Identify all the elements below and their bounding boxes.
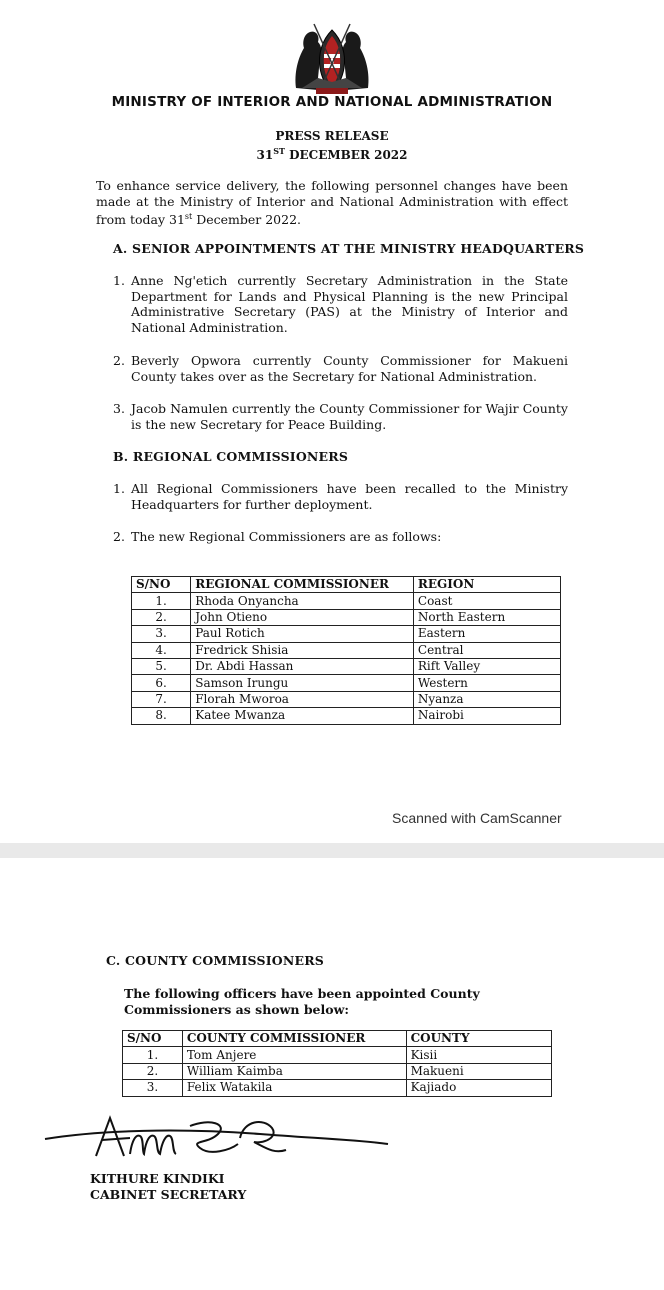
table-cell: Dr. Abdi Hassan bbox=[191, 658, 414, 674]
table-cell: Samson Irungu bbox=[191, 675, 414, 691]
table-cell: 8. bbox=[132, 708, 191, 724]
list-item: 1. All Regional Commissioners have been recalled to the Ministry Headquarters for further deployment. bbox=[113, 481, 568, 512]
table-cell: John Otieno bbox=[191, 609, 414, 625]
table-cell: Central bbox=[413, 642, 560, 658]
section-a-heading: A. SENIOR APPOINTMENTS AT THE MINISTRY HEADQUARTERS bbox=[113, 241, 585, 256]
regional-commissioners-table bbox=[131, 576, 561, 725]
table-cell: 6. bbox=[132, 675, 191, 691]
section-c-heading: C. COUNTY COMMISSIONERS bbox=[106, 953, 325, 968]
table-header-row bbox=[123, 1031, 552, 1047]
table-cell: William Kaimba bbox=[182, 1063, 406, 1079]
table-cell: Nairobi bbox=[413, 708, 560, 724]
table-row bbox=[132, 609, 561, 625]
table-row bbox=[132, 626, 561, 642]
ministry-title: MINISTRY OF INTERIOR AND NATIONAL ADMINISTRATION bbox=[111, 94, 553, 110]
table-cell: Rift Valley bbox=[413, 658, 560, 674]
table-cell: 7. bbox=[132, 691, 191, 707]
table-cell: Makueni bbox=[406, 1063, 551, 1079]
column-header: S/NO bbox=[132, 577, 191, 593]
table-row bbox=[132, 642, 561, 658]
table-row bbox=[132, 675, 561, 691]
press-release-header bbox=[0, 129, 664, 163]
table-header-row bbox=[132, 577, 561, 593]
table-row bbox=[123, 1063, 552, 1079]
table-cell: 4. bbox=[132, 642, 191, 658]
table-cell: 5. bbox=[132, 658, 191, 674]
table-cell: Rhoda Onyancha bbox=[191, 593, 414, 609]
table-cell: 3. bbox=[132, 626, 191, 642]
county-commissioners-table bbox=[122, 1030, 552, 1097]
table-row bbox=[132, 708, 561, 724]
section-c-intro: The following officers have been appointed County Commissioners as shown below: bbox=[124, 986, 480, 1017]
table-cell: Florah Mworoa bbox=[191, 691, 414, 707]
column-header: REGION bbox=[413, 577, 560, 593]
column-header: S/NO bbox=[123, 1031, 183, 1047]
list-item: 2. The new Regional Commissioners are as follows: bbox=[113, 529, 442, 544]
release-date: 31ST DECEMBER 2022 bbox=[256, 146, 408, 162]
table-cell: Tom Anjere bbox=[182, 1047, 406, 1063]
table-row bbox=[132, 593, 561, 609]
table-cell: Paul Rotich bbox=[191, 626, 414, 642]
column-header: COUNTY COMMISSIONER bbox=[182, 1031, 406, 1047]
table-cell: 3. bbox=[123, 1080, 183, 1096]
signatory-title: CABINET SECRETARY bbox=[90, 1187, 247, 1202]
table-row bbox=[123, 1047, 552, 1063]
table-cell: Coast bbox=[413, 593, 560, 609]
column-header: REGIONAL COMMISSIONER bbox=[191, 577, 414, 593]
table-cell: Fredrick Shisia bbox=[191, 642, 414, 658]
intro-paragraph: To enhance service delivery, the following personnel changes have been made at the Ministry of Interior and National Administration with effect from today 31st December 2022. bbox=[96, 178, 568, 228]
table-row bbox=[123, 1080, 552, 1096]
signatory-name: KITHURE KINDIKI bbox=[90, 1171, 225, 1186]
list-item: 1. Anne Ng'etich currently Secretary Administration in the State Department for Lands and Physical Planning is the new Principal Administrative Secretary (PAS) at the Ministry of Interior and National Administration. bbox=[113, 273, 568, 335]
table-cell: North Eastern bbox=[413, 609, 560, 625]
section-b-heading: B. REGIONAL COMMISSIONERS bbox=[113, 449, 349, 464]
signature-icon bbox=[40, 1104, 392, 1174]
column-header: COUNTY bbox=[406, 1031, 551, 1047]
table-cell: 2. bbox=[123, 1063, 183, 1079]
table-cell: Eastern bbox=[413, 626, 560, 642]
table-cell: Kajiado bbox=[406, 1080, 551, 1096]
document-page-2 bbox=[0, 858, 664, 1290]
signatory-block bbox=[90, 1171, 246, 1203]
list-item: 2. Beverly Opwora currently County Commissioner for Makueni County takes over as the Secretary for National Administration. bbox=[113, 353, 568, 384]
table-cell: Felix Watakila bbox=[182, 1080, 406, 1096]
table-row bbox=[132, 691, 561, 707]
table-cell: 2. bbox=[132, 609, 191, 625]
list-item: 3. Jacob Namulen currently the County Commissioner for Wajir County is the new Secretary for Peace Building. bbox=[113, 401, 568, 432]
coat-of-arms-icon bbox=[288, 18, 376, 98]
table-cell: Katee Mwanza bbox=[191, 708, 414, 724]
table-cell: Nyanza bbox=[413, 691, 560, 707]
table-cell: 1. bbox=[132, 593, 191, 609]
press-release-label: PRESS RELEASE bbox=[275, 129, 389, 143]
table-cell: 1. bbox=[123, 1047, 183, 1063]
table-row bbox=[132, 658, 561, 674]
table-cell: Kisii bbox=[406, 1047, 551, 1063]
camscanner-watermark: Scanned with CamScanner bbox=[392, 810, 562, 826]
table-cell: Western bbox=[413, 675, 560, 691]
